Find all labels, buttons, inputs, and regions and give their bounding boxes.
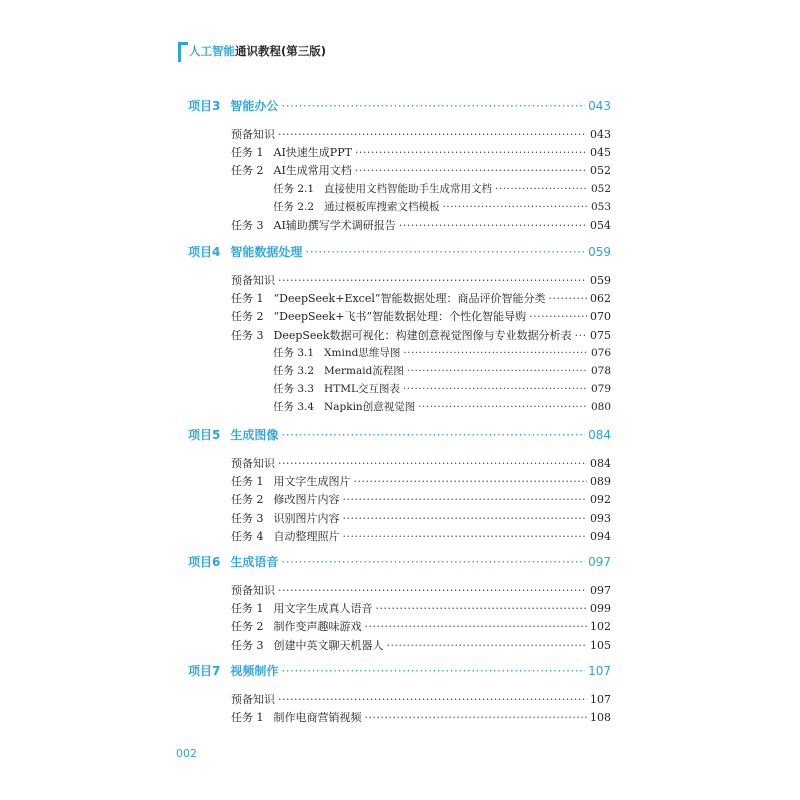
dot-leader bbox=[365, 620, 588, 633]
entry-label: 任务 2 bbox=[231, 310, 264, 324]
entry-title: DeepSeek数据可视化：构建创意视觉图像与专业数据分析表 bbox=[273, 328, 572, 342]
entry-page: 054 bbox=[590, 219, 611, 232]
dot-leader bbox=[343, 530, 588, 543]
dot-leader bbox=[281, 428, 585, 442]
project-entry bbox=[188, 662, 611, 679]
entry-title: AI辅助撰写学术调研报告 bbox=[273, 219, 396, 232]
entry-page: 070 bbox=[590, 310, 611, 324]
project-number: 项目3 bbox=[188, 99, 221, 113]
entry-label: 任务 3 bbox=[231, 219, 264, 232]
entry-title: 自动整理照片 bbox=[273, 529, 340, 543]
entry-page: 080 bbox=[590, 401, 611, 414]
dot-leader bbox=[278, 584, 587, 597]
task-entry bbox=[231, 510, 611, 526]
entry-label: 任务 2 bbox=[231, 164, 264, 178]
dot-leader bbox=[575, 329, 587, 342]
task-entry bbox=[231, 327, 611, 343]
entry-label: 任务 3.4 bbox=[273, 401, 315, 414]
entry-title: Mermaid流程图 bbox=[324, 365, 404, 377]
entry-label: 预备知识 bbox=[231, 584, 275, 597]
dot-leader bbox=[403, 383, 588, 395]
entry-label: 任务 1 bbox=[231, 146, 264, 160]
entry-page: 052 bbox=[590, 164, 611, 178]
entry-label: 任务 2 bbox=[231, 620, 264, 634]
subtask-entry bbox=[273, 363, 611, 378]
entry-label: 任务 3 bbox=[231, 638, 264, 652]
dot-leader bbox=[278, 274, 587, 287]
entry-label: 预备知识 bbox=[231, 274, 275, 287]
entry-title: 制作变声趣味游戏 bbox=[273, 620, 362, 634]
book-title-accent: 人工智能 bbox=[189, 44, 235, 58]
task-entry bbox=[231, 217, 611, 233]
subtask-entry bbox=[273, 181, 611, 196]
task-entry bbox=[231, 709, 611, 725]
entry-page: 059 bbox=[590, 274, 611, 287]
entry-title: 修改图片内容 bbox=[273, 493, 340, 507]
entry-label: 任务 2.1 bbox=[273, 182, 315, 195]
project-number: 项目7 bbox=[188, 664, 221, 678]
entry-title: 制作电商营销视频 bbox=[273, 711, 362, 725]
entry-label: 预备知识 bbox=[231, 693, 275, 706]
task-entry bbox=[231, 528, 611, 544]
task-entry bbox=[231, 582, 611, 598]
entry-page: 053 bbox=[590, 200, 611, 213]
entry-title: AI生成常用文档 bbox=[273, 164, 352, 178]
dot-leader bbox=[403, 347, 588, 359]
task-entry bbox=[231, 144, 611, 160]
book-title-rest: 通识教程(第三版) bbox=[235, 44, 327, 58]
dot-leader bbox=[343, 493, 588, 506]
entry-label: 任务 1 bbox=[231, 711, 264, 725]
dot-leader bbox=[399, 219, 587, 232]
task-entry bbox=[231, 308, 611, 324]
entry-label: 任务 3.3 bbox=[273, 383, 315, 396]
dot-leader bbox=[305, 245, 585, 259]
entry-page: 105 bbox=[590, 638, 611, 652]
entry-label: 任务 3 bbox=[231, 511, 264, 525]
task-entry bbox=[231, 455, 611, 471]
project-title: 视频制作 bbox=[230, 664, 279, 678]
project-title: 生成语音 bbox=[230, 555, 279, 569]
entry-label: 任务 1 bbox=[231, 475, 264, 489]
project-page: 059 bbox=[588, 245, 611, 259]
dot-leader bbox=[443, 201, 588, 213]
project-entry bbox=[188, 97, 611, 114]
task-entry bbox=[231, 290, 611, 306]
entry-label: 任务 2 bbox=[231, 493, 264, 507]
entry-label: 任务 4 bbox=[231, 529, 264, 543]
entry-title: “DeepSeek+飞书”智能数据处理：个性化智能导购 bbox=[273, 310, 527, 324]
entry-label: 预备知识 bbox=[231, 128, 275, 141]
project-page: 084 bbox=[588, 428, 611, 442]
entry-title: 用文字生成真人语音 bbox=[273, 602, 373, 616]
dot-leader bbox=[376, 602, 588, 615]
dot-leader bbox=[418, 401, 588, 413]
entry-label: 预备知识 bbox=[231, 457, 275, 470]
dot-leader bbox=[529, 310, 587, 323]
subtask-entry bbox=[273, 381, 611, 396]
dot-leader bbox=[343, 512, 588, 525]
project-title: 智能办公 bbox=[230, 99, 279, 113]
entry-title: HTML交互图表 bbox=[324, 383, 400, 396]
entry-label: 任务 1 bbox=[231, 292, 264, 306]
project-title: 智能数据处理 bbox=[230, 245, 303, 259]
subtask-entry bbox=[273, 199, 611, 214]
entry-page: 052 bbox=[590, 182, 611, 195]
entry-title: 通过模板库搜索文档模板 bbox=[324, 200, 440, 213]
project-number: 项目6 bbox=[188, 555, 221, 569]
task-entry bbox=[231, 637, 611, 653]
project-number: 项目5 bbox=[188, 428, 221, 442]
dot-leader bbox=[365, 711, 588, 724]
dot-leader bbox=[278, 128, 587, 141]
entry-page: 107 bbox=[590, 693, 611, 706]
task-entry bbox=[231, 162, 611, 178]
entry-label: 任务 1 bbox=[231, 602, 264, 616]
entry-title: 创建中英文聊天机器人 bbox=[273, 638, 384, 652]
dot-leader bbox=[281, 555, 585, 569]
dot-leader bbox=[355, 146, 587, 159]
entry-label: 任务 2.2 bbox=[273, 200, 315, 213]
entry-page: 092 bbox=[590, 493, 611, 507]
entry-page: 093 bbox=[590, 511, 611, 525]
entry-page: 084 bbox=[590, 457, 611, 470]
dot-leader bbox=[354, 475, 588, 488]
entry-label: 任务 3.2 bbox=[273, 365, 315, 377]
project-page: 097 bbox=[588, 555, 611, 569]
dot-leader bbox=[278, 457, 587, 470]
subtask-entry bbox=[273, 345, 611, 360]
entry-title: Napkin创意视觉图 bbox=[324, 401, 416, 414]
entry-page: 102 bbox=[590, 620, 611, 634]
task-entry bbox=[231, 473, 611, 489]
entry-page: 075 bbox=[590, 328, 611, 342]
task-entry bbox=[231, 272, 611, 288]
project-number: 项目4 bbox=[188, 245, 221, 259]
entry-page: 062 bbox=[590, 292, 611, 306]
dot-leader bbox=[549, 292, 588, 305]
project-entry bbox=[188, 553, 611, 570]
entry-page: 045 bbox=[590, 146, 611, 160]
dot-leader bbox=[281, 664, 585, 678]
project-page: 107 bbox=[588, 664, 611, 678]
entry-page: 108 bbox=[590, 711, 611, 725]
page-number: 002 bbox=[176, 747, 197, 760]
task-entry bbox=[231, 600, 611, 616]
entry-title: 直接使用文档智能助手生成常用文档 bbox=[324, 182, 493, 195]
entry-page: 079 bbox=[590, 383, 611, 396]
task-entry bbox=[231, 491, 611, 507]
task-entry bbox=[231, 691, 611, 707]
project-page: 043 bbox=[588, 99, 611, 113]
task-entry bbox=[231, 618, 611, 634]
entry-title: 识别图片内容 bbox=[273, 511, 340, 525]
dot-leader bbox=[281, 99, 585, 113]
project-title: 生成图像 bbox=[230, 428, 279, 442]
project-entry bbox=[188, 426, 611, 443]
entry-page: 078 bbox=[590, 365, 611, 377]
entry-title: 用文字生成图片 bbox=[273, 475, 351, 489]
entry-page: 076 bbox=[590, 346, 611, 359]
dot-leader bbox=[495, 183, 588, 195]
entry-title: AI快速生成PPT bbox=[273, 146, 352, 160]
dot-leader bbox=[387, 639, 588, 652]
entry-page: 089 bbox=[590, 475, 611, 489]
project-entry bbox=[188, 243, 611, 260]
task-entry bbox=[231, 126, 611, 142]
dot-leader bbox=[355, 164, 587, 177]
entry-page: 094 bbox=[590, 529, 611, 543]
dot-leader bbox=[278, 693, 587, 706]
entry-title: “DeepSeek+Excel”智能数据处理：商品评价智能分类 bbox=[273, 292, 546, 306]
dot-leader bbox=[407, 365, 588, 377]
entry-label: 任务 3 bbox=[231, 328, 264, 342]
entry-label: 任务 3.1 bbox=[273, 346, 315, 359]
subtask-entry bbox=[273, 399, 611, 414]
entry-page: 099 bbox=[590, 602, 611, 616]
entry-title: Xmind思维导图 bbox=[324, 346, 401, 359]
entry-page: 097 bbox=[590, 584, 611, 597]
entry-page: 043 bbox=[590, 128, 611, 141]
